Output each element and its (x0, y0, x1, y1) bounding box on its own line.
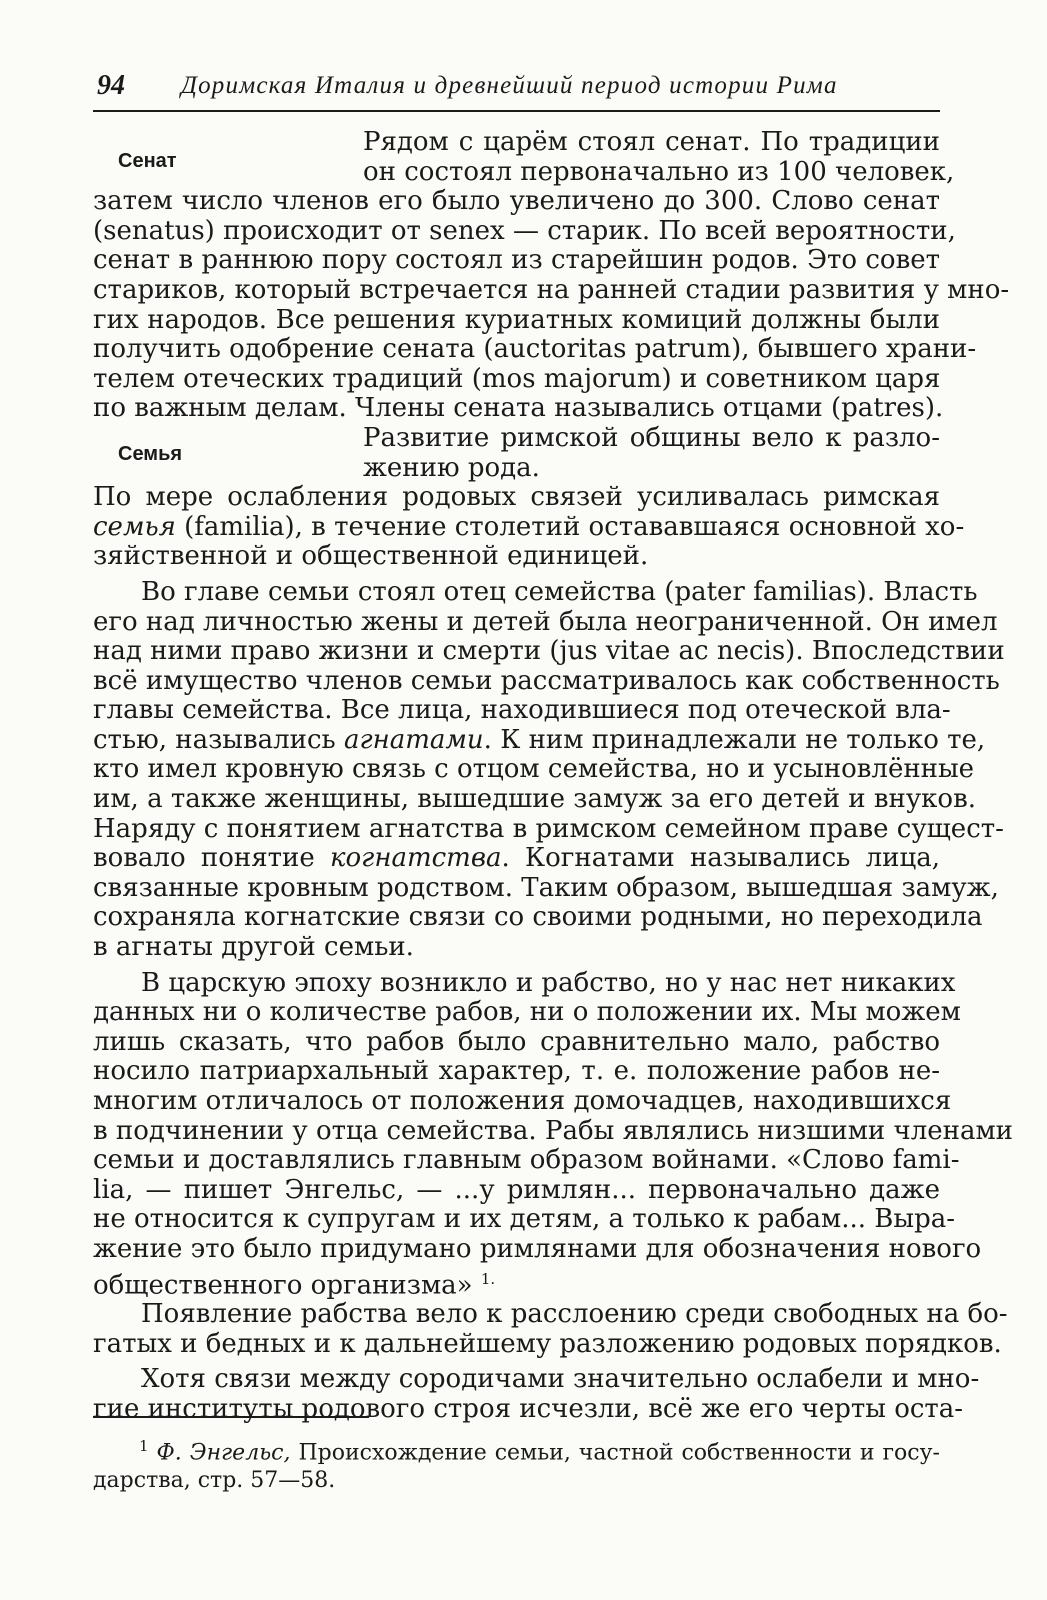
footnote-author: Ф. Энгельс, (156, 1440, 291, 1466)
footnote-marker: 1 (139, 1437, 149, 1455)
text-line: многим отличалось от положения домочадцев, находившихся (93, 1086, 952, 1116)
text-line: семьи и доставлялись главным образом войнами. «Слово fami- (93, 1145, 960, 1176)
text-line: носило патриархальный характер, т. е. положение рабов не- (93, 1056, 940, 1087)
footnote-line: дарства, стр. 57—58. (93, 1468, 336, 1494)
text-line: гие институты родового строя исчезли, всё же его черты оста- (93, 1393, 964, 1424)
text-line: сохраняла когнатские связи со своими родными, но переходила (93, 902, 983, 933)
text-line: он состоял первоначально из 100 человек, (363, 156, 955, 187)
text-line: Во главе семьи стоял отец семейства (pater familias). Власть (141, 576, 978, 607)
page-header (93, 66, 940, 112)
text-line: По мере ослабления родовых связей усиливалась римская (93, 482, 940, 513)
text-line: Появление рабства вело к расслоению среди свободных на бо- (141, 1299, 1008, 1330)
text-line: стью, назывались агнатами. К ним принадлежали не только те, (93, 724, 986, 755)
text-line: стариков, который встречается на ранней стадии развития у мно- (93, 274, 1010, 305)
text-line: его над личностью жены и детей была неограниченной. Он имел (93, 606, 998, 637)
text-line: гих народов. Все решения куриатных комиций должны были (93, 304, 940, 335)
text-line: Рядом с царём стоял сенат. По традиции (363, 127, 940, 157)
text-line: (senatus) происходит от senex — старик. По всей вероятности, (93, 215, 956, 246)
footnote (93, 1432, 940, 1495)
text-line: Наряду с понятием агнатства в римском семейном праве сущест- (93, 813, 1004, 844)
text-line: семья (familia), в течение столетий остававшаяся основной хо- (93, 511, 965, 542)
text-line: кто имел кровную связь с отцом семейства, но и усыновлённые (93, 754, 975, 785)
text-line: им, а также женщины, вышедшие замуж за его детей и внуков. (93, 784, 976, 815)
text-line: жение это было придумано римлянами для обозначения нового (93, 1233, 982, 1264)
text-line: связанные кровным родством. Таким образом, вышедшая замуж, (93, 872, 999, 903)
text-line: жению рода. (363, 452, 540, 483)
text-line: лишь сказать, что рабов было сравнительно мало, рабство (93, 1026, 940, 1057)
quote-end-text: общественного организма» (93, 1270, 473, 1301)
text-line: данных ни о количестве рабов, ни о положении их. Мы можем (93, 997, 961, 1028)
text-line: гатых и бедных и к дальнейшему разложению родовых порядков. (93, 1328, 1002, 1359)
text-line: в агнаты другой семьи. (93, 932, 414, 963)
text-line: всё имущество членов семьи рассматривалось как собственность (93, 665, 1000, 696)
main-text (93, 127, 1013, 1425)
text-line: затем число членов его было увеличено до 300. Слово сенат (93, 186, 940, 217)
running-title: Доримская Италия и древнейший период истории Рима (181, 72, 838, 99)
text-line: сенат в раннюю пору состоял из старейшин родов. Это совет (93, 245, 940, 276)
text-line: телем отеческих традиций (mos majorum) и советником царя (93, 363, 941, 394)
text-line: главы семейства. Все лица, находившиеся под отеческой вла- (93, 695, 951, 726)
footnote-title: Происхождение семьи, частной собственности и госу- (298, 1440, 940, 1466)
side-heading-family: Семья (118, 443, 183, 465)
text-line: над ними право жизни и смерти (jus vitae ac necis). Впоследствии (93, 636, 1005, 667)
page-number: 94 (97, 70, 125, 101)
text-line: в подчинении у отца семейства. Рабы являлись низшими членами (93, 1115, 1013, 1146)
side-heading-senate: Сенат (118, 150, 177, 172)
footnote-separator (93, 1416, 369, 1418)
text-line: по важным делам. Члены сената назывались отцами (patres). (93, 393, 944, 424)
text-line: не относится к супругам и их детям, а только к рабам... Выра- (93, 1204, 956, 1235)
footnote-line (93, 1432, 940, 1467)
text-line: lia, — пишет Энгельс, — ...у римлян... первоначально даже (93, 1174, 940, 1205)
text-line: Хотя связи между сородичами значительно ослабели и мно- (141, 1364, 980, 1395)
text-line: В царскую эпоху возникло и рабство, но у нас нет никаких (141, 967, 956, 998)
footnote-reference: 1. (480, 1269, 496, 1288)
text-line: получить одобрение сената (auctoritas patrum), бывшего храни- (93, 334, 977, 365)
text-line: Развитие римской общины вело к разло- (363, 422, 940, 453)
text-line: вовало понятие когнатства. Когнатами назывались лица, (93, 843, 940, 874)
text-line (93, 1265, 940, 1301)
text-line: зяйственной и общественной единицей. (93, 541, 649, 572)
